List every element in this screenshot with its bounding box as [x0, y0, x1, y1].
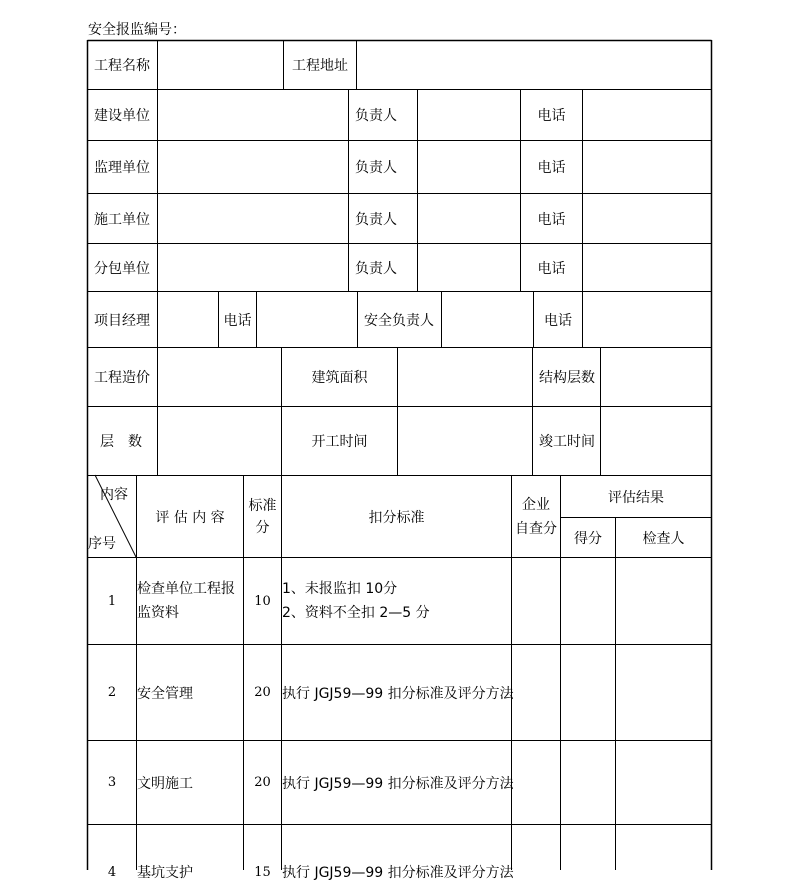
manager-phone-field[interactable]	[257, 292, 357, 347]
safety-registration-number-label: 安全报监编号：	[88, 22, 186, 38]
row-2-criteria: 执行 JGJ59—99 扣分标准及评分方法	[282, 685, 514, 702]
constructor-label: 施工单位	[94, 211, 150, 228]
row-4-criteria: 执行 JGJ59—99 扣分标准及评分方法	[282, 865, 514, 881]
area-label: 建筑面积	[311, 370, 368, 386]
constructor-person-label: 负责人	[355, 211, 397, 228]
builder-label: 建设单位	[94, 108, 150, 124]
row-1-score-field[interactable]	[561, 558, 615, 644]
area-field[interactable]	[398, 348, 532, 406]
row-1-score: 10	[254, 593, 271, 609]
floors-field[interactable]	[158, 407, 281, 475]
row-2-inspector-field[interactable]	[616, 645, 711, 740]
supervisor-field[interactable]	[158, 141, 348, 193]
safety-officer-label: 安全负责人	[364, 312, 434, 329]
supervisor-label: 监理单位	[94, 160, 150, 176]
row-2-score: 20	[254, 685, 271, 700]
header-deduction: 扣分标准	[368, 509, 425, 526]
header-seq-label: 序号	[88, 536, 116, 552]
header-standard-score-line1: 标准	[248, 497, 277, 514]
supervisor-person-label: 负责人	[355, 160, 397, 176]
header-self-check-line1: 企业	[522, 496, 550, 513]
header-eval-content: 评 估 内 容	[155, 509, 225, 526]
project-name-label: 工程名称	[94, 58, 150, 74]
safety-officer-phone-label: 电话	[544, 312, 572, 329]
end-time-label: 竣工时间	[539, 434, 595, 450]
subcontractor-person-label: 负责人	[355, 260, 397, 277]
header-score: 得分	[574, 530, 602, 547]
row-2-seq: 2	[107, 685, 117, 700]
subcontractor-person-field[interactable]	[418, 244, 520, 291]
row-2-content: 安全管理	[137, 685, 193, 702]
builder-phone-field[interactable]	[583, 90, 711, 140]
safety-officer-field[interactable]	[442, 292, 533, 347]
supervisor-phone-field[interactable]	[583, 141, 711, 193]
row-3-content: 文明施工	[137, 775, 193, 792]
builder-field[interactable]	[158, 90, 348, 140]
header-standard-score	[244, 476, 281, 557]
row-3-seq: 3	[107, 775, 117, 790]
row-3-inspector-field[interactable]	[616, 741, 711, 824]
row-1-self-check-field[interactable]	[512, 558, 560, 644]
row-4-score: 15	[254, 864, 271, 880]
row-3-score: 20	[254, 775, 271, 790]
constructor-phone-label: 电话	[537, 211, 566, 228]
header-self-check	[512, 476, 560, 557]
row-3-self-check-field[interactable]	[512, 741, 560, 824]
subcontractor-phone-field[interactable]	[583, 244, 711, 291]
header-inspector: 检查人	[642, 530, 685, 547]
row-2-self-check-field[interactable]	[512, 645, 560, 740]
subcontractor-phone-label: 电话	[537, 260, 566, 277]
supervisor-phone-label: 电话	[537, 160, 566, 176]
row-1-content: 检查单位工程报监资料	[137, 581, 235, 621]
row-1-criteria	[282, 558, 511, 644]
row-1-criteria-line1: 1、未报监扣 10分	[282, 581, 398, 597]
header-content-label: 内容	[100, 487, 128, 503]
constructor-phone-field[interactable]	[583, 194, 711, 243]
header-result: 评估结果	[608, 489, 664, 506]
header-standard-score-line2: 分	[255, 519, 270, 536]
structure-floors-label: 结构层数	[539, 370, 595, 386]
project-address-label: 工程地址	[292, 58, 348, 74]
subcontractor-field[interactable]	[158, 244, 348, 291]
row-4-content: 基坑支护	[137, 865, 193, 881]
manager-phone-label: 电话	[223, 312, 252, 329]
row-1-seq: 1	[107, 593, 117, 609]
row-1-inspector-field[interactable]	[616, 558, 711, 644]
structure-floors-field[interactable]	[601, 348, 711, 406]
supervisor-person-field[interactable]	[418, 141, 520, 193]
project-manager-label: 项目经理	[94, 312, 150, 329]
builder-person-field[interactable]	[418, 90, 520, 140]
row-1-criteria-line2: 2、资料不全扣 2—5 分	[282, 605, 430, 621]
cost-field[interactable]	[158, 348, 281, 406]
end-time-field[interactable]	[601, 407, 711, 475]
row-4-seq: 4	[107, 864, 117, 880]
safety-officer-phone-field[interactable]	[583, 292, 711, 347]
subcontractor-label: 分包单位	[94, 260, 150, 277]
row-2-score-field[interactable]	[561, 645, 615, 740]
start-time-label: 开工时间	[311, 434, 368, 450]
header-self-check-line2: 自查分	[515, 520, 557, 537]
project-address-field[interactable]	[357, 41, 711, 89]
start-time-field[interactable]	[398, 407, 532, 475]
project-name-field[interactable]	[158, 41, 283, 89]
row-3-criteria: 执行 JGJ59—99 扣分标准及评分方法	[282, 775, 514, 792]
constructor-person-field[interactable]	[418, 194, 520, 243]
cost-label: 工程造价	[94, 370, 150, 386]
row-3-score-field[interactable]	[561, 741, 615, 824]
builder-person-label: 负责人	[355, 108, 397, 124]
constructor-field[interactable]	[158, 194, 348, 243]
project-manager-field[interactable]	[158, 292, 218, 347]
builder-phone-label: 电话	[537, 108, 566, 124]
floors-label: 层 数	[100, 434, 142, 450]
